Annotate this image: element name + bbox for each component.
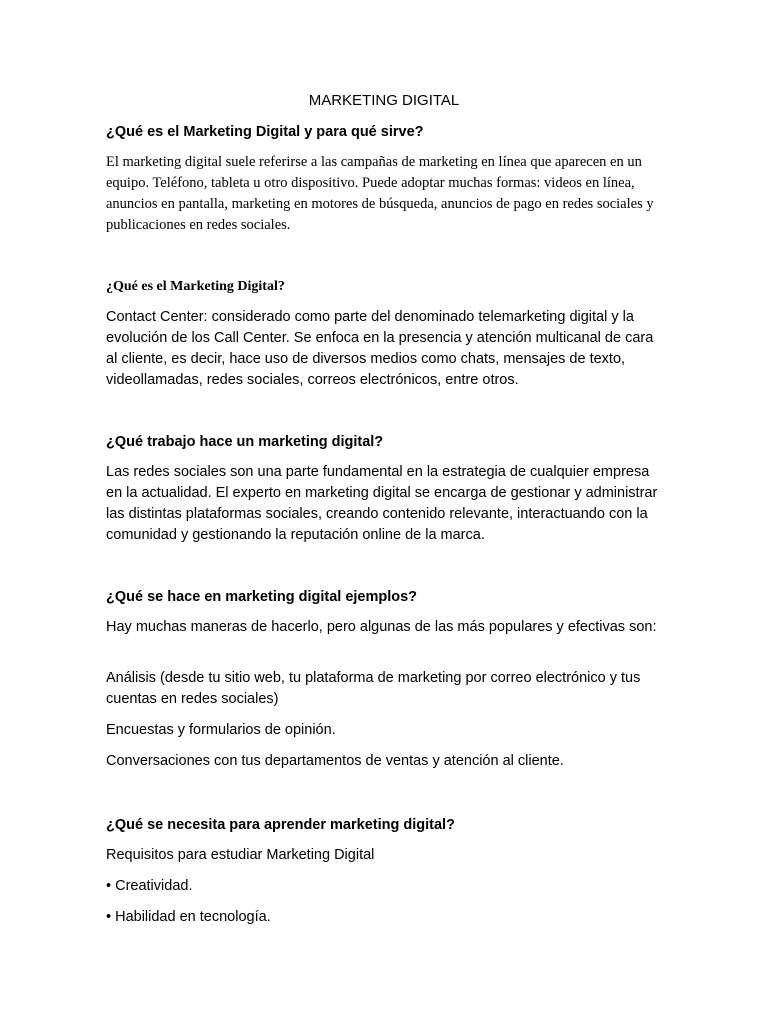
section-heading: ¿Qué trabajo hace un marketing digital? [106,434,384,450]
bullet-item: • Habilidad en tecnología. [106,909,271,925]
section-heading: ¿Qué se hace en marketing digital ejemplos? [106,589,418,605]
section-paragraph: Encuestas y formularios de opinión. [106,722,336,738]
section-paragraph: Contact Center: considerado como parte del denominado telemarketing digital y la evolución de los Call Center. Se enfoca en la presencia y atención multicanal de cara al cliente, es decir, hace uso de diversos medios como chats, mensajes de texto, videollamadas, redes sociales, correos electrónicos, entre otros. [106,309,654,388]
section-heading: ¿Qué es el Marketing Digital? [106,279,285,294]
section-paragraph: El marketing digital suele referirse a las campañas de marketing en línea que aparecen en un equipo. Teléfono, tableta u otro dispositivo. Puede adoptar muchas formas: videos en línea, anuncios en pantalla, marketing en motores de búsqueda, anuncios de pago en redes sociales y publicaciones en redes sociales. [106,154,654,233]
section-paragraph: Requisitos para estudiar Marketing Digital [106,847,375,863]
section-paragraph: Conversaciones con tus departamentos de ventas y atención al cliente. [106,753,564,769]
section-paragraph: Análisis (desde tu sitio web, tu plataforma de marketing por correo electrónico y tus cuentas en redes sociales) [106,670,641,707]
section-paragraph: Las redes sociales son una parte fundamental en la estrategia de cualquier empresa en la actualidad. El experto en marketing digital se encarga de gestionar y administrar las distintas plataformas sociales, creando contenido relevante, interactuando con la comunidad y gestionando la reputación online de la marca. [106,464,658,543]
bullet-item: • Creatividad. [106,878,193,894]
document-title: MARKETING DIGITAL [308,92,460,109]
section-heading: ¿Qué es el Marketing Digital y para qué sirve? [106,124,424,140]
section-paragraph: Hay muchas maneras de hacerlo, pero algunas de las más populares y efectivas son: [106,619,657,635]
section-heading: ¿Qué se necesita para aprender marketing digital? [106,817,455,833]
